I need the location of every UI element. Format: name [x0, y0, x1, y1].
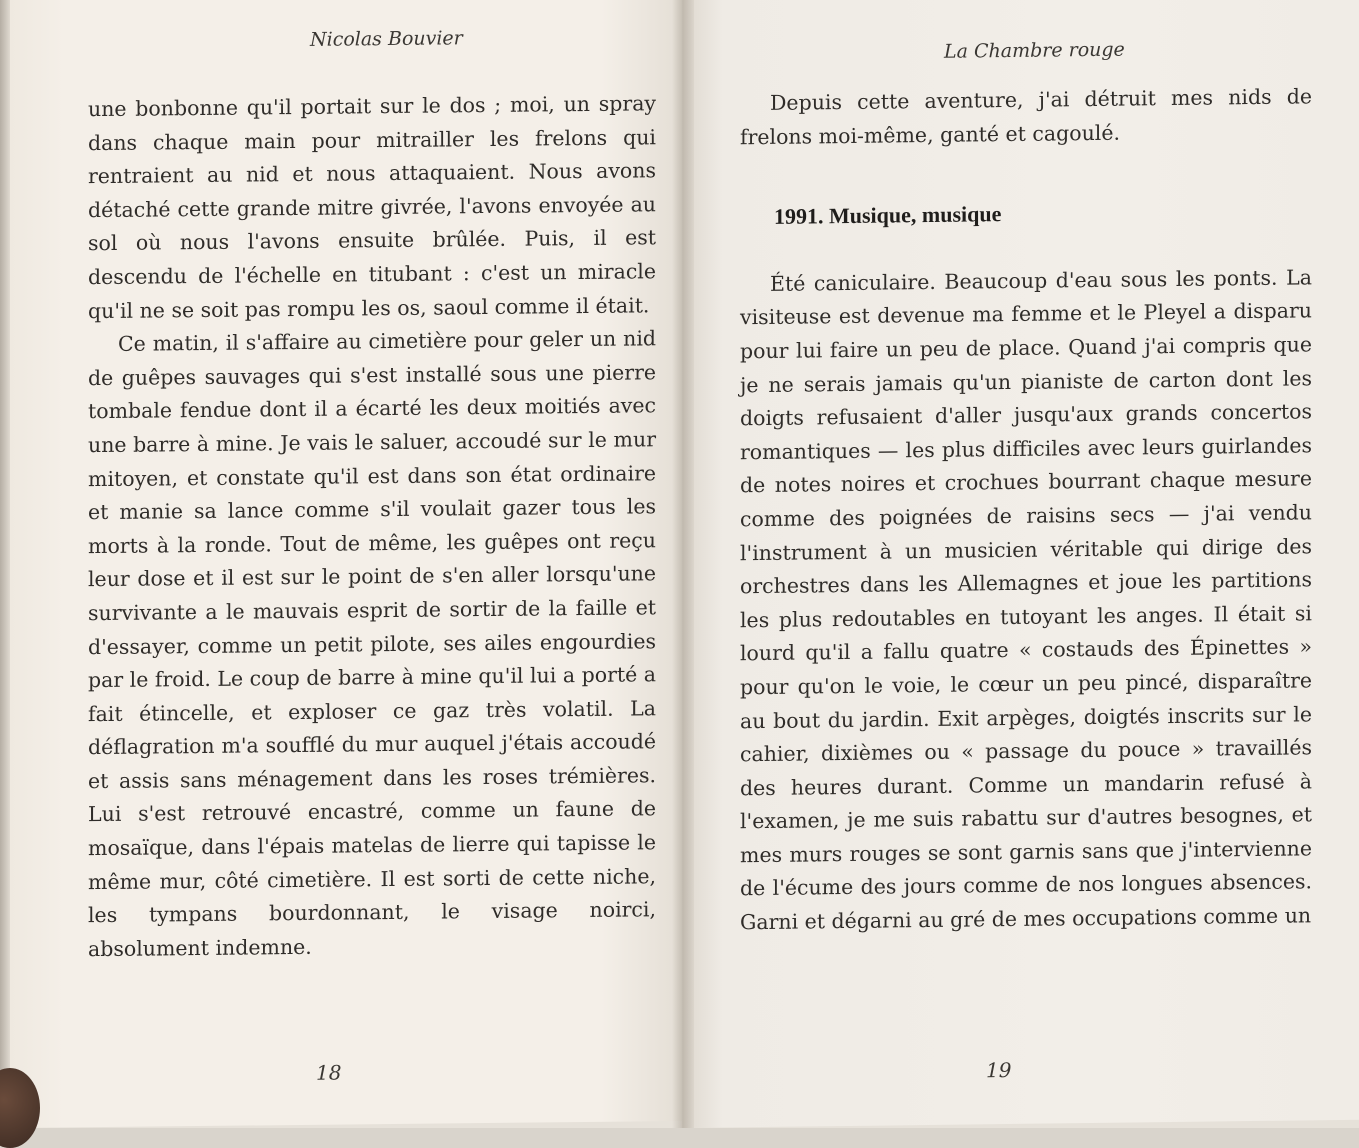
paragraph: Depuis cette aventure, j'ai détruit mes nids de frelons moi-même, ganté et cagoulé.: [740, 84, 1312, 149]
paragraph: Ce matin, il s'affaire au cimetière pour geler un nid de guêpes sauvages qui s'est installé sous une pierre tombale fendue dont il a écarté les deux moitiés avec une barre à mine. Je vais le saluer, accoudé sur le mur mitoyen, et constate qu'il est dans son état ordinaire et manie sa lance comme s'il voulait gazer tous les morts à la ronde. Tout de même, les guêpes ont reçu leur dose et il est sur le point de s'en aller lorsqu'une survivante a le mauvais esprit de sortir de la faille et d'essayer, comme un petit pilote, ses ailes engourdies par le froid. Le coup de barre à mine qu'il lui a porté a fait étincelle, et exploser ce gaz très volatil. La déflagration m'a soufflé du mur auquel j'étais accoudé et assis sans ménagement dans les roses trémières. Lui s'est retrouvé encastré, comme un faune de mosaïque, dans l'épais matelas de lierre qui tapisse le même mur, côté cimetière. Il est sorti de cette niche, les tympans bourdonnant, le visage noirci, absolument indemne.: [88, 326, 656, 962]
right-page-text: [740, 80, 1312, 940]
left-page: [10, 0, 682, 1128]
right-page: [682, 0, 1359, 1128]
paragraph: Été caniculaire. Beaucoup d'eau sous les ponts. La visiteuse est devenue ma femme et le Pleyel a disparu pour lui faire un peu de place. Quand j'ai compris que je ne serais jamais qu'un pianiste de carton dont les doigts refusaient d'aller jusqu'aux grands concertos romantiques — les plus difficiles avec leurs guirlandes de notes noires et crochues bourrant chaque mesure comme des poignées de raisins secs — j'ai vendu l'instrument à un musicien véritable qui dirige des orchestres dans les Allemagnes et joue les partitions les plus redoutables en tutoyant les anges. Il était si lourd qu'il a fallu quatre « costauds des Épinettes » pour qu'on le voie, le cœur un peu pincé, disparaître au bout du jardin. Exit arpèges, doigtés inscrits sur le cahier, dixièmes ou « passage du pouce » travaillés des heures durant. Comme un mandarin refusé à l'examen, je me suis rabattu sur d'autres besognes, et mes murs rouges se sont garnis sans que j'intervienne de l'écume des jours comme de nos longues absences. Garni et dégarni au gré de mes occupations comme un: [740, 265, 1312, 935]
section-heading: 1991. Musique, musique: [774, 201, 1002, 230]
left-page-text: [88, 87, 656, 966]
running-head-title: La Chambre rouge: [944, 38, 1125, 63]
running-head-author: Nicolas Bouvier: [310, 27, 463, 51]
page-number-right: 19: [986, 1057, 1012, 1083]
book-gutter: [672, 0, 694, 1128]
paragraph: une bonbonne qu'il portait sur le dos ; moi, un spray dans chaque main pour mitrailler les frelons qui rentraient au nid et nous attaquaient. Nous avons détaché cette grande mitre givrée, l'avons envoyée au sol où nous l'avons ensuite brûlée. Puis, il est descendu de l'échelle en titubant : c'est un miracle qu'il ne se soit pas rompu les os, saoul comme il était.: [88, 91, 656, 323]
page-number-left: 18: [316, 1060, 342, 1085]
